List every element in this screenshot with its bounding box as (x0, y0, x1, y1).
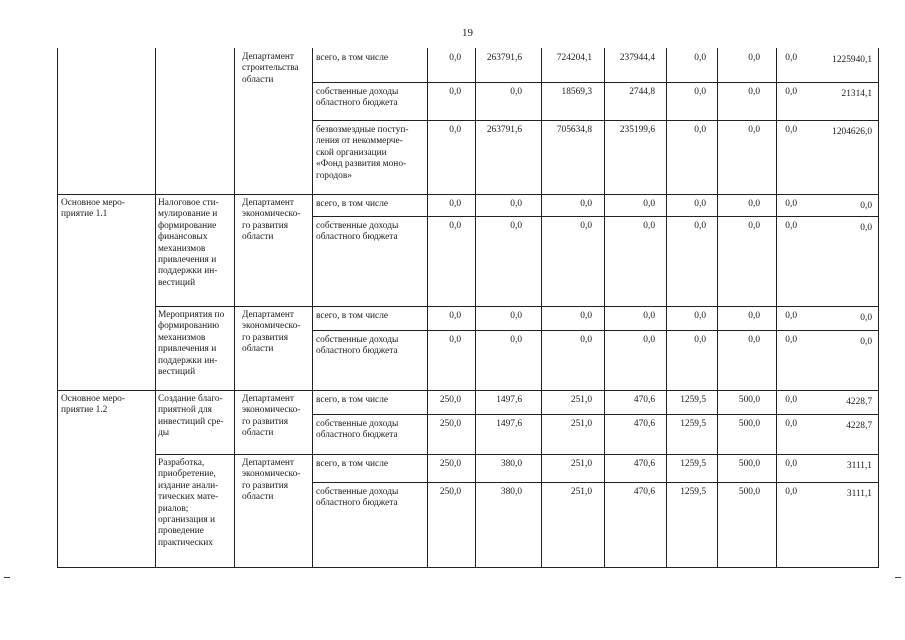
table-cell-value: 0,0 (785, 125, 797, 135)
funding-source-label: областного бюджета (316, 346, 398, 357)
activity-name: привлечения и (158, 344, 217, 355)
activity-name: механизмов (158, 332, 206, 343)
table-cell-value: 0,0 (785, 87, 797, 97)
funding-source-label: всего, в том числе (316, 311, 389, 321)
table-cell-value: 4228,7 (846, 397, 872, 407)
table-cell-value: 250,0 (439, 487, 461, 497)
department-name: го развития (242, 332, 289, 343)
table-cell-value: 251,0 (570, 459, 592, 469)
table-cell-value: 3111,1 (846, 461, 872, 471)
table-cell-value: 0,0 (748, 53, 760, 63)
table-cell-value: 470,6 (633, 419, 655, 429)
table-cell-value: 235199,6 (619, 125, 655, 135)
activity-name: практических (158, 537, 213, 548)
table-cell-value: 18569,3 (561, 87, 592, 97)
row-separator (312, 414, 879, 415)
table-cell-value: 500,0 (738, 419, 760, 429)
table-cell-value: 0,0 (449, 53, 461, 63)
funding-source-label: собственные доходы (316, 487, 399, 497)
table-cell-value: 0,0 (449, 335, 461, 345)
table-cell-value: 250,0 (439, 395, 461, 405)
department-name: Департамент (242, 310, 294, 320)
table-cell-value: 0,0 (860, 201, 872, 211)
activity-name: вестиций (158, 367, 196, 377)
table-cell-value: 0,0 (785, 419, 797, 429)
table-cell-value: 1204626,0 (832, 127, 872, 137)
table-cell-value: 0,0 (860, 223, 872, 233)
funding-source-label: собственные доходы (316, 221, 399, 231)
funding-source-label: областного бюджета (316, 232, 398, 243)
department-name: экономическо- (242, 405, 301, 416)
department-name: Департамент (242, 394, 294, 404)
row-separator (312, 82, 879, 83)
table-cell-value: 380,0 (500, 487, 522, 497)
table-cell-value: 0,0 (785, 199, 797, 209)
funding-source-label: собственные доходы (316, 87, 399, 97)
table-cell-value: 0,0 (694, 53, 706, 63)
activity-name: инвестиций сре- (158, 416, 224, 427)
row-separator (312, 482, 879, 483)
block-separator (155, 306, 879, 307)
table-cell-value: 251,0 (570, 395, 592, 405)
table-cell-value: 0,0 (510, 199, 522, 209)
department-name: Департамент (242, 52, 294, 62)
measure-name: приятие 1.1 (61, 209, 108, 220)
table-cell-value: 0,0 (580, 311, 592, 321)
table-cell-value: 0,0 (860, 313, 872, 323)
table-cell-value: 0,0 (785, 395, 797, 405)
department-name: го развития (242, 220, 289, 231)
activity-name: приятной для (158, 405, 212, 416)
activity-name: приобретение, (158, 469, 216, 480)
table-cell-value: 0,0 (449, 125, 461, 135)
row-separator (312, 330, 879, 331)
table-cell-value: 0,0 (694, 221, 706, 231)
table-cell-value: 1497,6 (496, 395, 522, 405)
table-cell-value: 724204,1 (556, 53, 592, 63)
page-number: 19 (462, 27, 473, 39)
table-cell-value: 0,0 (694, 125, 706, 135)
column-divider (312, 48, 313, 568)
table-cell-value: 1497,6 (496, 419, 522, 429)
funding-source-label: областного бюджета (316, 430, 398, 441)
activity-name: формирование (158, 220, 217, 231)
activity-name: организация и (158, 515, 215, 525)
department-name: области (242, 492, 274, 503)
table-cell-value: 251,0 (570, 419, 592, 429)
scan-edge-mark-right (895, 577, 901, 578)
row-separator (312, 216, 879, 217)
table-cell-value: 263791,6 (486, 53, 522, 63)
funding-source-label: безвозмездные поступ- (316, 125, 409, 135)
activity-name: привлечения и (158, 255, 217, 265)
activity-name: мулирование и (158, 209, 218, 220)
table-cell-value: 0,0 (860, 337, 872, 347)
table-cell-value: 380,0 (500, 459, 522, 469)
activity-name: проведение (158, 526, 204, 537)
table-cell-value: 0,0 (510, 335, 522, 345)
table-cell-value: 250,0 (439, 459, 461, 469)
department-name: области (242, 74, 274, 85)
table-cell-value: 1259,5 (680, 487, 706, 497)
funding-source-label: областного бюджета (316, 498, 398, 509)
funding-source-label: всего, в том числе (316, 199, 389, 209)
activity-name: Разработка, (158, 458, 205, 468)
table-cell-value: 0,0 (694, 311, 706, 321)
activity-name: Налоговое сти- (158, 198, 219, 208)
table-cell-value: 0,0 (580, 199, 592, 209)
activity-name: финансовых (158, 232, 208, 243)
table-cell-value: 0,0 (694, 199, 706, 209)
table-cell-value: 0,0 (785, 53, 797, 63)
measure-name: Основное меро- (61, 198, 125, 208)
department-name: экономическо- (242, 469, 301, 480)
funding-source-label: ской организации (316, 147, 387, 158)
table-cell-value: 470,6 (633, 395, 655, 405)
table-cell-value: 0,0 (449, 199, 461, 209)
department-name: строительства (242, 63, 299, 74)
table-cell-value: 705634,8 (556, 125, 592, 135)
department-name: Департамент (242, 458, 294, 468)
table-cell-value: 0,0 (580, 221, 592, 231)
table-cell-value: 2744,8 (629, 87, 655, 97)
activity-name: поддержки ин- (158, 266, 218, 277)
scan-edge-mark-left (4, 577, 10, 578)
activity-name: ды (158, 428, 170, 439)
block-separator (57, 390, 879, 391)
table-cell-value: 0,0 (510, 221, 522, 231)
activity-name: Мероприятия по (158, 310, 225, 320)
table-cell-value: 0,0 (748, 87, 760, 97)
table-cell-value: 0,0 (748, 125, 760, 135)
funding-source-label: городов» (316, 170, 352, 181)
activity-name: тических мате- (158, 492, 219, 503)
table-cell-value: 0,0 (510, 87, 522, 97)
department-name: области (242, 232, 274, 243)
measure-name: Основное меро- (61, 394, 125, 404)
activity-name: поддержки ин- (158, 355, 218, 366)
block-separator (57, 194, 879, 195)
funding-source-label: собственные доходы (316, 419, 399, 429)
column-divider (155, 48, 156, 568)
department-name: го развития (242, 480, 289, 491)
table-cell-value: 0,0 (785, 221, 797, 231)
funding-source-label: всего, в том числе (316, 459, 389, 469)
table-cell-value: 1259,5 (680, 459, 706, 469)
department-name: Департамент (242, 198, 294, 208)
table-cell-value: 0,0 (449, 87, 461, 97)
table-cell-value: 250,0 (439, 419, 461, 429)
funding-source-label: «Фонд развития моно- (316, 159, 407, 170)
funding-source-label: областного бюджета (316, 98, 398, 109)
table-cell-value: 0,0 (785, 335, 797, 345)
row-separator (312, 120, 879, 121)
table-cell-value: 21314,1 (841, 89, 872, 99)
activity-name: риалов; (158, 503, 189, 514)
table-cell-value: 0,0 (449, 311, 461, 321)
measure-name: приятие 1.2 (61, 405, 108, 416)
table-cell-value: 470,6 (633, 459, 655, 469)
table-cell-value: 0,0 (748, 199, 760, 209)
table-cell-value: 237944,4 (619, 53, 655, 63)
funding-source-label: всего, в том числе (316, 395, 389, 405)
table-cell-value: 0,0 (748, 311, 760, 321)
table-cell-value: 0,0 (449, 221, 461, 231)
department-name: экономическо- (242, 321, 301, 332)
activity-name: Создание благо- (158, 394, 223, 404)
activity-name: вестиций (158, 277, 196, 288)
table-cell-value: 0,0 (643, 199, 655, 209)
department-name: области (242, 344, 274, 355)
table-cell-value: 263791,6 (486, 125, 522, 135)
table-cell-value: 500,0 (738, 487, 760, 497)
table-cell-value: 0,0 (748, 221, 760, 231)
column-divider (234, 48, 235, 568)
table-cell-value: 0,0 (694, 335, 706, 345)
table-cell-value: 0,0 (785, 311, 797, 321)
table-cell-value: 0,0 (643, 221, 655, 231)
table-cell-value: 0,0 (580, 335, 592, 345)
department-name: го развития (242, 416, 289, 427)
table-cell-value: 251,0 (570, 487, 592, 497)
funding-source-label: ления от некоммерче- (316, 136, 403, 147)
activity-name: формированию (158, 321, 220, 332)
department-name: области (242, 428, 274, 439)
funding-source-label: всего, в том числе (316, 53, 389, 63)
table-cell-value: 1225940,1 (832, 55, 872, 65)
table-cell-value: 1259,5 (680, 395, 706, 405)
activity-name: издание анали- (158, 480, 219, 491)
funding-source-label: собственные доходы (316, 335, 399, 345)
table-cell-value: 0,0 (510, 311, 522, 321)
block-separator (155, 454, 879, 455)
table-cell-value: 3111,1 (846, 489, 872, 499)
department-name: экономическо- (242, 209, 301, 220)
table-cell-value: 0,0 (785, 459, 797, 469)
table-cell-value: 4228,7 (846, 421, 872, 431)
table-cell-value: 0,0 (694, 87, 706, 97)
table-cell-value: 1259,5 (680, 419, 706, 429)
table-cell-value: 0,0 (785, 487, 797, 497)
table-cell-value: 500,0 (738, 395, 760, 405)
table-cell-value: 470,6 (633, 487, 655, 497)
activity-name: механизмов (158, 243, 206, 254)
table-cell-value: 0,0 (748, 335, 760, 345)
table-cell-value: 500,0 (738, 459, 760, 469)
table-cell-value: 0,0 (643, 311, 655, 321)
table-cell-value: 0,0 (643, 335, 655, 345)
